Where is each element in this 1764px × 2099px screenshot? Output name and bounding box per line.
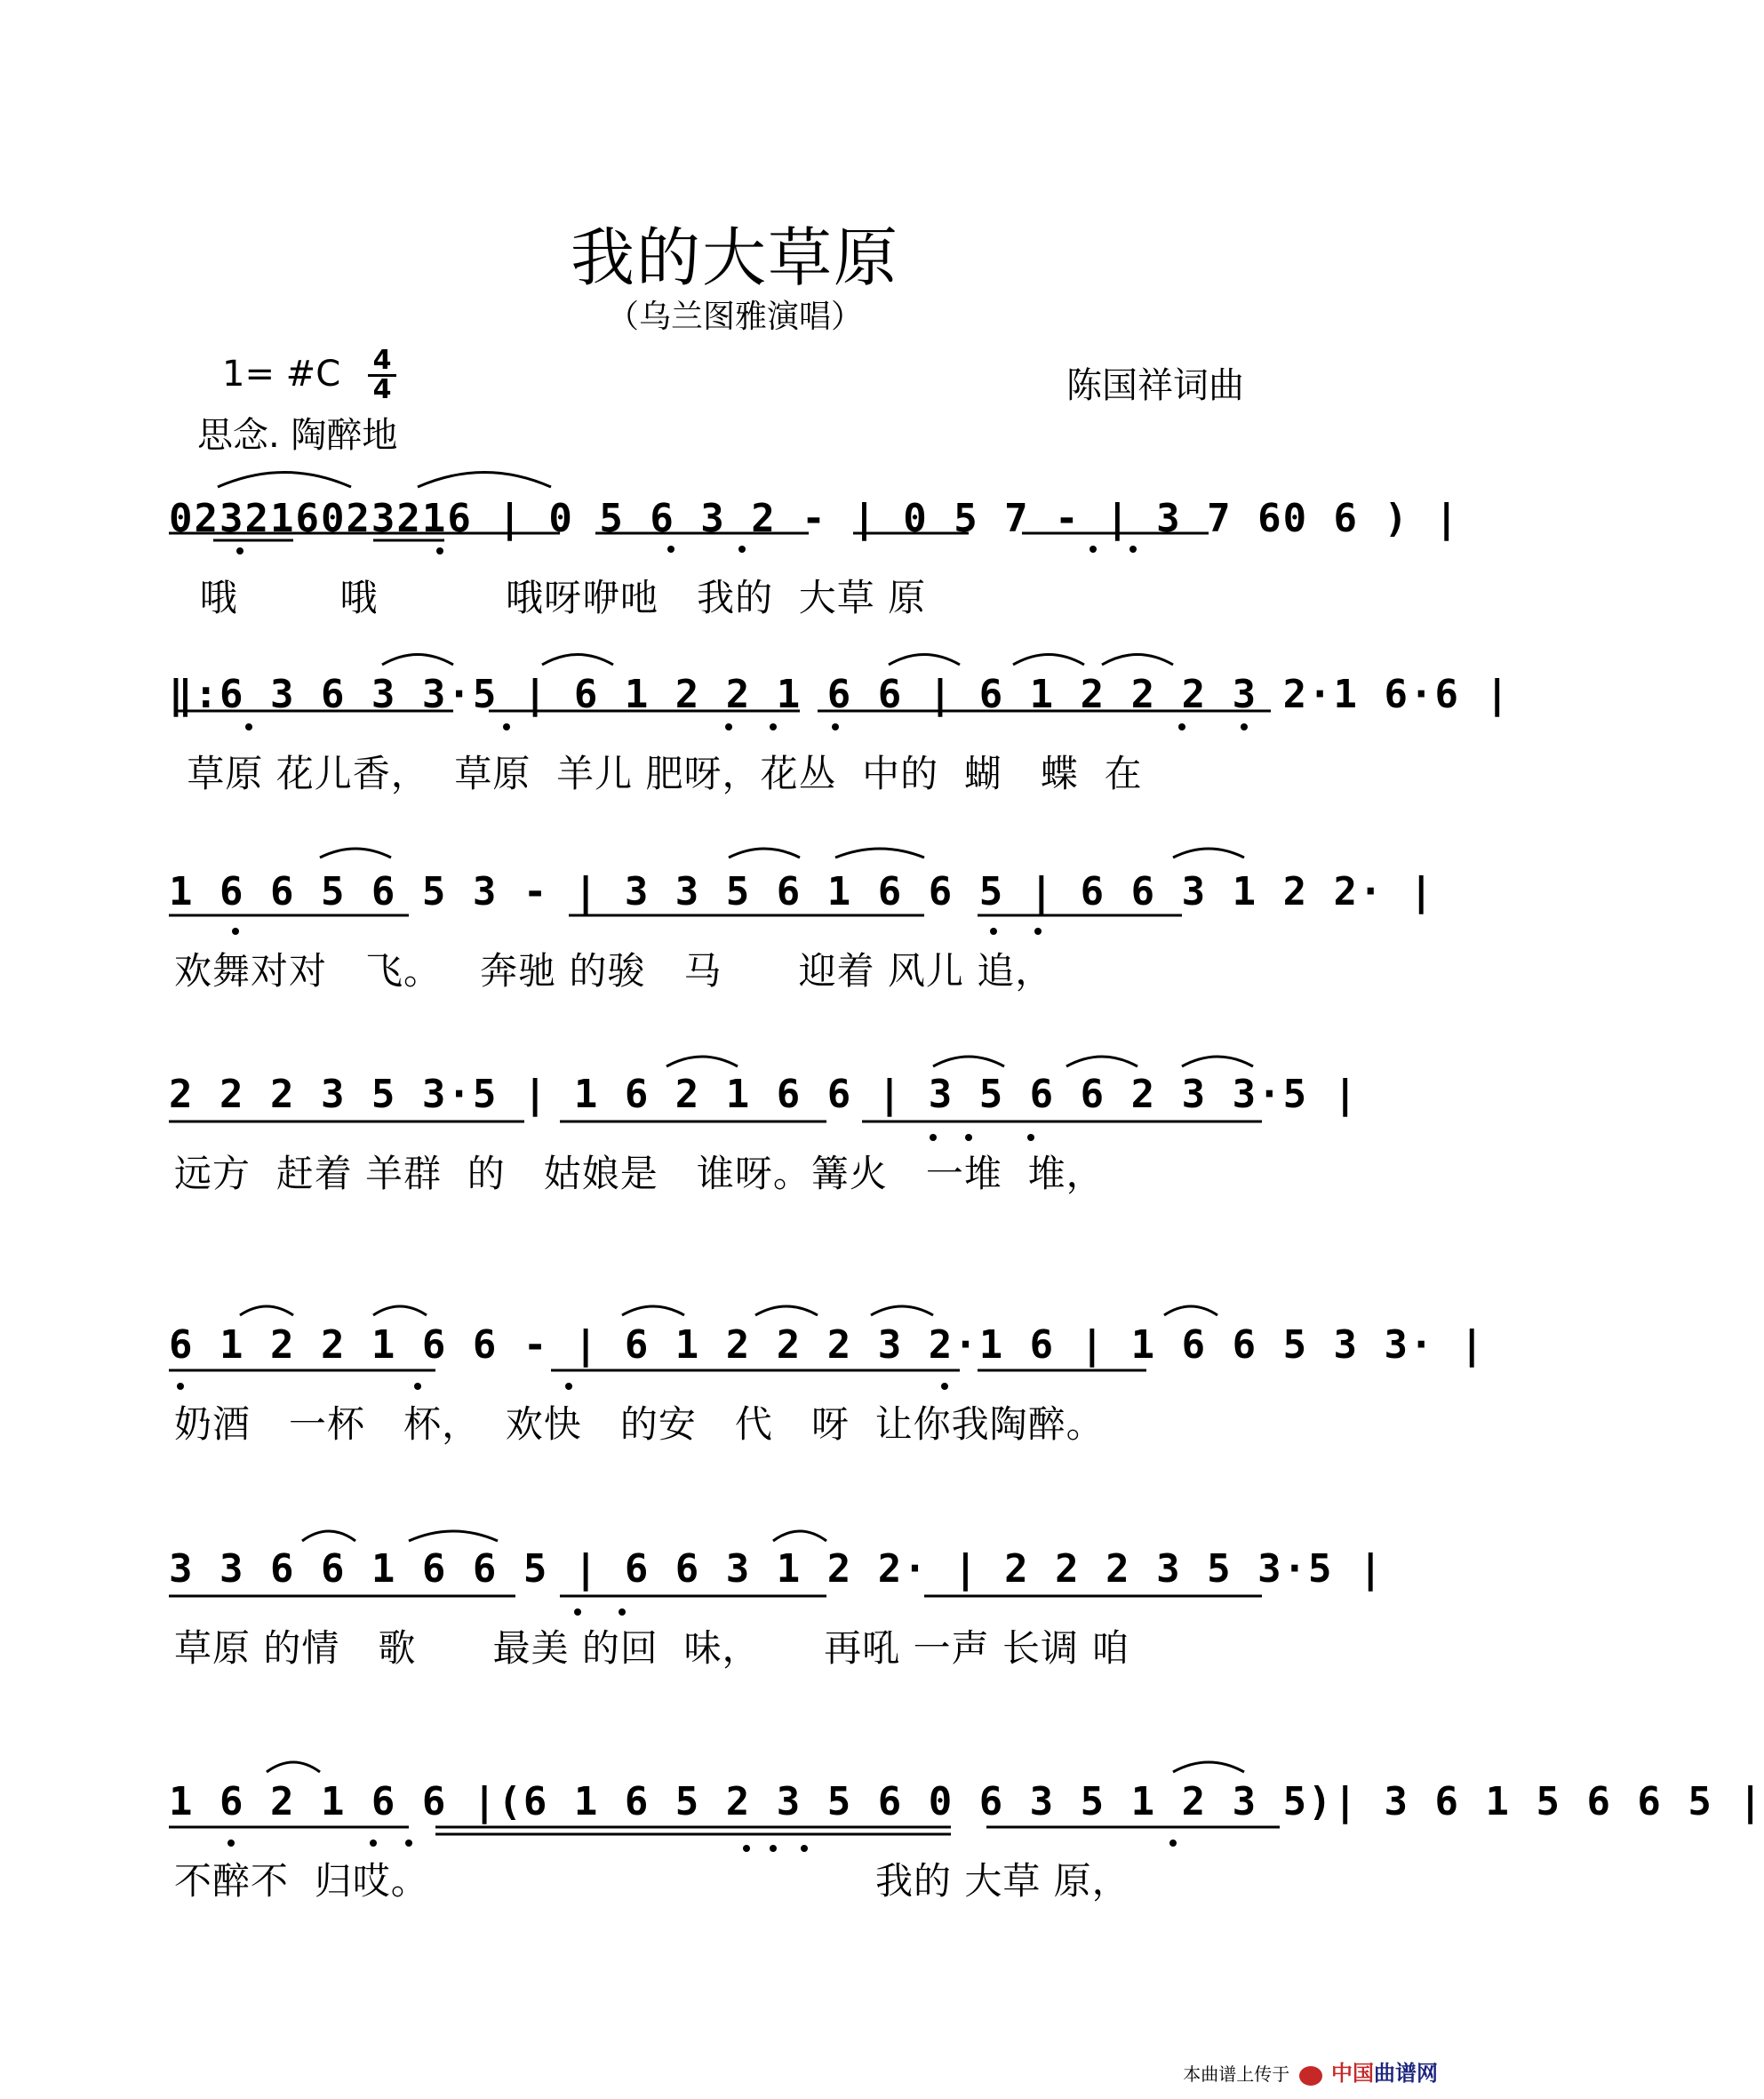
jianpu-notes: 1 6 2 1 6 6 |(6 1 6 5 2 3 5 6 0 6 3 5 1 2 3 5)| 3 6 1 5 6 6 5 | <box>169 1779 1764 1824</box>
jianpu-notes: 3 3 6 6 1 6 6 5 | 6 6 3 1 2 2· | 2 2 2 3 5 3·5 | <box>169 1546 1385 1592</box>
staff-row-2 <box>0 656 1511 869</box>
meter-top: 4 <box>372 345 392 376</box>
jianpu-notes: 2 2 2 3 5 3·5 | 1 6 2 1 6 6 | 3 5 6 6 2 3 3·5 | <box>169 1072 1360 1117</box>
meter-bottom: 4 <box>372 374 392 405</box>
key-signature: 1= #C <box>222 354 341 395</box>
jianpu-notes: 1 6 6 5 6 5 3 - | 3 3 5 6 1 6 6 5 | 6 6 3 1 2 2· | <box>169 869 1435 914</box>
notes-line <box>169 1306 1486 1386</box>
lyrics-line: 不醉不 归哎。 我的 大草 原， <box>174 1859 1130 1903</box>
jianpu-notes: 023216023216 | 0 5 6 3 2 - | 0 5 7 - | 3 7 60 6 ) | <box>169 496 1461 541</box>
footer <box>1183 2055 1438 2087</box>
song-subtitle: （乌兰图雅演唱） <box>606 299 863 335</box>
notes-line <box>169 480 1461 560</box>
footer-site-a: 中国 <box>1331 2061 1374 2086</box>
notes-line <box>169 1056 1360 1136</box>
site-logo-icon <box>1299 2066 1322 2086</box>
staff-row-6 <box>0 1530 1470 1744</box>
jianpu-notes: 6 1 2 2 1 6 6 - | 6 1 2 2 2 3 2·1 6 | 1 6 6 5 3 3· | <box>169 1322 1486 1368</box>
footer-uploaded: 本曲谱上传于 <box>1183 2063 1290 2085</box>
notes-line <box>169 1530 1385 1610</box>
footer-site-b: 曲谱网 <box>1374 2061 1438 2086</box>
lyrics-line: 草原 的情 歌 最美 的回 味， 再吼 一声 长调 咱 <box>174 1626 1130 1670</box>
notes-line <box>169 853 1435 933</box>
time-signature <box>364 345 400 405</box>
lyrics-line: 奶酒 一杯 杯， 欢快 的安 代 呀 让你我陶醉。 <box>174 1402 1105 1446</box>
expression-mark: 思念. 陶醉地 <box>197 415 398 456</box>
staff-row-7 <box>0 1763 1764 1976</box>
notes-line <box>169 1763 1764 1843</box>
staff-row-4 <box>0 1056 1470 1269</box>
jianpu-notes: ‖:6 3 6 3 3·5 | 6 1 2 2 1 6 6 | 6 1 2 2 2 3 2·1 6·6 | <box>169 672 1511 717</box>
credit: 陈国祥词曲 <box>1066 365 1244 406</box>
lyrics-line: 远方 赶着 羊群 的 姑娘是 谁呀。篝火 一堆 堆， <box>174 1152 1105 1195</box>
song-title: 我的大草原 <box>570 220 899 295</box>
staff-row-5 <box>0 1306 1486 1520</box>
staff-row-3 <box>0 853 1470 1066</box>
lyrics-line: 欢舞对对 飞。 奔驰 的骏 马 迎着 风儿 追， <box>174 949 1054 993</box>
lyrics-line: 哦 哦 哦呀咿吔 我的 大草 原 <box>174 576 927 619</box>
notes-line <box>169 656 1511 736</box>
lyrics-line: 草原 花儿香， 草原 羊儿 肥呀，花丛 中的 蝴 蝶 在 <box>174 752 1143 795</box>
